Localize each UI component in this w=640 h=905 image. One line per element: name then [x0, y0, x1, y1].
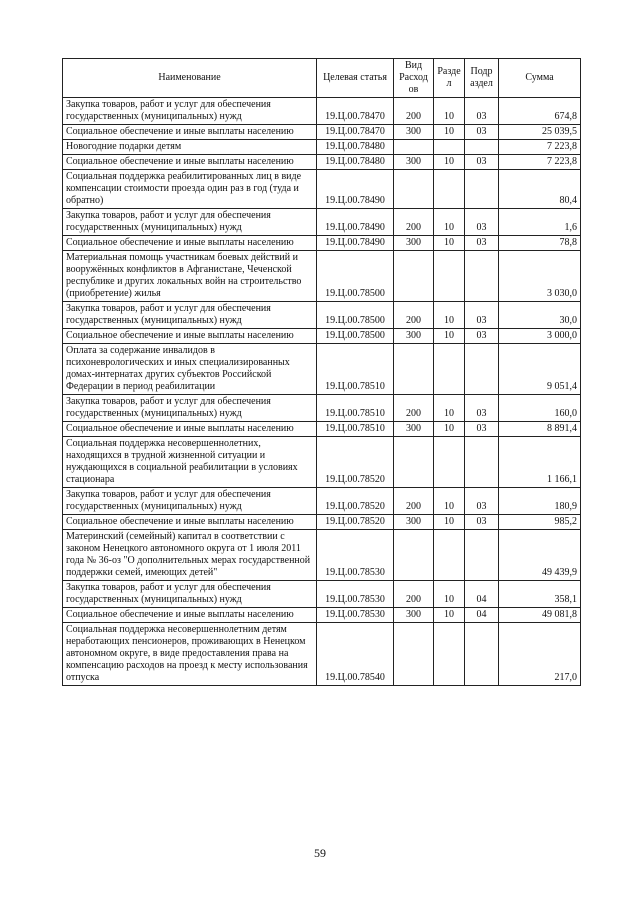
row-expense-type: 200 [394, 302, 434, 329]
row-sum: 8 891,4 [499, 422, 581, 437]
row-subsection: 03 [465, 488, 499, 515]
row-subsection [465, 140, 499, 155]
row-sum: 3 030,0 [499, 251, 581, 302]
row-section: 10 [434, 236, 465, 251]
row-subsection [465, 530, 499, 581]
row-expense-type: 200 [394, 209, 434, 236]
row-sum: 1 166,1 [499, 437, 581, 488]
row-expense-type: 300 [394, 608, 434, 623]
table-row [63, 251, 581, 302]
row-target-code: 19.Ц.00.78470 [317, 98, 394, 125]
row-sum: 49 081,8 [499, 608, 581, 623]
row-subsection: 03 [465, 236, 499, 251]
row-section [434, 251, 465, 302]
row-name: Социальная поддержка реабилитированных лиц в виде компенсации стоимости проезда один раз в год (туда и обратно) [63, 170, 317, 209]
row-sum: 160,0 [499, 395, 581, 422]
row-subsection: 03 [465, 422, 499, 437]
row-expense-type [394, 140, 434, 155]
row-name: Социальная поддержка несовершеннолетним детям неработающих пенсионеров, проживающих в Ненецком автономном округе, в виде предоставления права на компенсацию расходов на проезд к месту использования отпуска [63, 623, 317, 686]
row-sum: 358,1 [499, 581, 581, 608]
row-subsection [465, 251, 499, 302]
table-row [63, 515, 581, 530]
row-sum: 78,8 [499, 236, 581, 251]
row-expense-type [394, 623, 434, 686]
table-row [63, 140, 581, 155]
table-row [63, 530, 581, 581]
table-row [63, 155, 581, 170]
header-target: Целевая статья [317, 59, 394, 98]
row-subsection: 03 [465, 98, 499, 125]
row-expense-type [394, 170, 434, 209]
row-sum: 49 439,9 [499, 530, 581, 581]
row-section: 10 [434, 581, 465, 608]
header-name: Наименование [63, 59, 317, 98]
row-target-code: 19.Ц.00.78540 [317, 623, 394, 686]
header-subsection: Подр аздел [465, 59, 499, 98]
row-sum: 7 223,8 [499, 140, 581, 155]
row-sum: 3 000,0 [499, 329, 581, 344]
row-section [434, 623, 465, 686]
header-sum: Сумма [499, 59, 581, 98]
row-section: 10 [434, 98, 465, 125]
table-row [63, 302, 581, 329]
row-target-code: 19.Ц.00.78500 [317, 251, 394, 302]
row-sum: 1,6 [499, 209, 581, 236]
row-expense-type [394, 251, 434, 302]
row-expense-type: 200 [394, 581, 434, 608]
table-row [63, 623, 581, 686]
row-name: Закупка товаров, работ и услуг для обеспечения государственных (муниципальных) нужд [63, 395, 317, 422]
header-type: Вид Расход ов [394, 59, 434, 98]
row-target-code: 19.Ц.00.78510 [317, 395, 394, 422]
row-expense-type: 300 [394, 329, 434, 344]
row-subsection: 03 [465, 395, 499, 422]
row-expense-type: 200 [394, 98, 434, 125]
row-target-code: 19.Ц.00.78530 [317, 530, 394, 581]
row-sum: 80,4 [499, 170, 581, 209]
row-target-code: 19.Ц.00.78520 [317, 515, 394, 530]
row-subsection: 04 [465, 608, 499, 623]
table-row [63, 608, 581, 623]
row-sum: 7 223,8 [499, 155, 581, 170]
row-subsection: 03 [465, 125, 499, 140]
row-section [434, 344, 465, 395]
row-name: Материальная помощь участникам боевых действий и вооружённых конфликтов в Афганистане, Чеченской республике и других локальных войн на строительство (приобретение) жилья [63, 251, 317, 302]
row-section: 10 [434, 329, 465, 344]
row-expense-type: 300 [394, 515, 434, 530]
row-target-code: 19.Ц.00.78470 [317, 125, 394, 140]
row-expense-type [394, 344, 434, 395]
row-subsection: 03 [465, 302, 499, 329]
table-row [63, 344, 581, 395]
row-section: 10 [434, 155, 465, 170]
row-expense-type: 300 [394, 422, 434, 437]
row-name: Социальное обеспечение и иные выплаты населению [63, 125, 317, 140]
row-subsection [465, 344, 499, 395]
row-expense-type: 200 [394, 395, 434, 422]
row-sum: 985,2 [499, 515, 581, 530]
row-name: Оплата за содержание инвалидов в психоневрологических и иных специализированных домах-интернатах других субъектов Российской Федерации в период реабилитации [63, 344, 317, 395]
row-name: Социальное обеспечение и иные выплаты населению [63, 608, 317, 623]
row-target-code: 19.Ц.00.78500 [317, 329, 394, 344]
table-row [63, 236, 581, 251]
row-sum: 30,0 [499, 302, 581, 329]
row-subsection: 04 [465, 581, 499, 608]
row-section: 10 [434, 125, 465, 140]
row-section: 10 [434, 209, 465, 236]
row-expense-type: 300 [394, 155, 434, 170]
row-expense-type: 200 [394, 488, 434, 515]
row-target-code: 19.Ц.00.78500 [317, 302, 394, 329]
row-name: Социальная поддержка несовершеннолетних, находящихся в трудной жизненной ситуации и нуждающихся в социальной реабилитации в условиях стационара [63, 437, 317, 488]
header-section: Разде л [434, 59, 465, 98]
row-expense-type: 300 [394, 236, 434, 251]
row-section [434, 437, 465, 488]
row-name: Закупка товаров, работ и услуг для обеспечения государственных (муниципальных) нужд [63, 209, 317, 236]
row-name: Новогодние подарки детям [63, 140, 317, 155]
row-target-code: 19.Ц.00.78490 [317, 170, 394, 209]
row-subsection: 03 [465, 515, 499, 530]
row-name: Социальное обеспечение и иные выплаты населению [63, 329, 317, 344]
table-body [63, 98, 581, 686]
row-name: Социальное обеспечение и иные выплаты населению [63, 236, 317, 251]
row-section [434, 140, 465, 155]
row-name: Социальное обеспечение и иные выплаты населению [63, 422, 317, 437]
row-sum: 674,8 [499, 98, 581, 125]
row-target-code: 19.Ц.00.78480 [317, 140, 394, 155]
row-sum: 180,9 [499, 488, 581, 515]
table-row [63, 422, 581, 437]
table-row [63, 98, 581, 125]
row-section: 10 [434, 395, 465, 422]
row-section: 10 [434, 422, 465, 437]
table-row [63, 209, 581, 236]
row-sum: 25 039,5 [499, 125, 581, 140]
row-name: Материнский (семейный) капитал в соответствии с законом Ненецкого автономного округа от 1 июля 2011 года № 36-оз "О дополнительных мерах государственной поддержки семей, имеющих детей" [63, 530, 317, 581]
row-target-code: 19.Ц.00.78520 [317, 437, 394, 488]
row-target-code: 19.Ц.00.78480 [317, 155, 394, 170]
row-subsection: 03 [465, 209, 499, 236]
row-section: 10 [434, 608, 465, 623]
row-target-code: 19.Ц.00.78510 [317, 422, 394, 437]
row-section: 10 [434, 515, 465, 530]
row-target-code: 19.Ц.00.78490 [317, 236, 394, 251]
table-row [63, 437, 581, 488]
row-expense-type [394, 437, 434, 488]
row-subsection [465, 623, 499, 686]
table-row [63, 581, 581, 608]
row-target-code: 19.Ц.00.78490 [317, 209, 394, 236]
row-expense-type [394, 530, 434, 581]
row-name: Закупка товаров, работ и услуг для обеспечения государственных (муниципальных) нужд [63, 302, 317, 329]
table-row [63, 329, 581, 344]
table-header-row [63, 59, 581, 98]
page-number: 59 [314, 846, 326, 860]
table-row [63, 488, 581, 515]
row-sum: 217,0 [499, 623, 581, 686]
row-subsection: 03 [465, 329, 499, 344]
row-name: Закупка товаров, работ и услуг для обеспечения государственных (муниципальных) нужд [63, 581, 317, 608]
row-name: Закупка товаров, работ и услуг для обеспечения государственных (муниципальных) нужд [63, 98, 317, 125]
row-subsection [465, 437, 499, 488]
row-section: 10 [434, 488, 465, 515]
row-name: Социальное обеспечение и иные выплаты населению [63, 155, 317, 170]
row-name: Социальное обеспечение и иные выплаты населению [63, 515, 317, 530]
row-section [434, 170, 465, 209]
row-target-code: 19.Ц.00.78530 [317, 608, 394, 623]
row-target-code: 19.Ц.00.78530 [317, 581, 394, 608]
budget-table [62, 58, 581, 686]
row-name: Закупка товаров, работ и услуг для обеспечения государственных (муниципальных) нужд [63, 488, 317, 515]
row-sum: 9 051,4 [499, 344, 581, 395]
row-section: 10 [434, 302, 465, 329]
row-expense-type: 300 [394, 125, 434, 140]
row-target-code: 19.Ц.00.78520 [317, 488, 394, 515]
row-subsection: 03 [465, 155, 499, 170]
table-row [63, 395, 581, 422]
table-row [63, 125, 581, 140]
row-subsection [465, 170, 499, 209]
row-section [434, 530, 465, 581]
row-target-code: 19.Ц.00.78510 [317, 344, 394, 395]
table-row [63, 170, 581, 209]
